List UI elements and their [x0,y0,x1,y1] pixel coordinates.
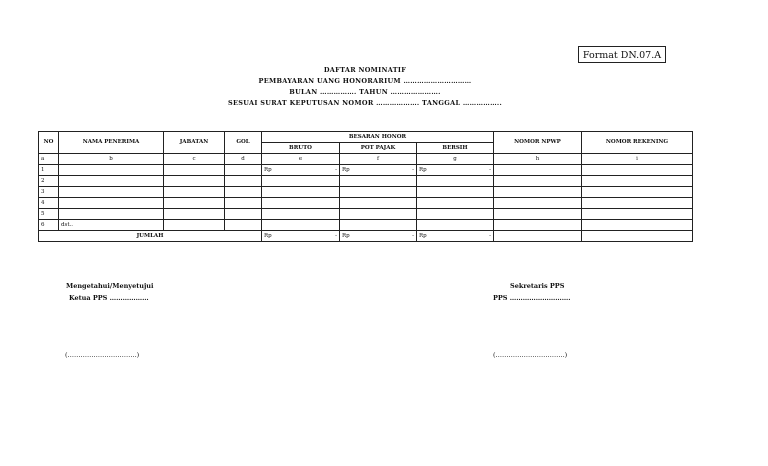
currency-label: Rp [264,166,272,173]
total-row [39,231,693,242]
left-signature-name: (…………………………..) [65,351,140,359]
header-nama-penerima: NAMA PENERIMA [59,132,164,154]
row-no: 5 [39,209,59,220]
table-row [39,176,693,187]
total-pot-pajak [340,231,417,242]
dash-value: - [335,166,337,173]
title-sk-nomor: SESUAI SURAT KEPUTUSAN NOMOR ………………. TANGGAL …………….. [227,99,503,107]
header-bersih: BERSIH [417,143,494,154]
letter-cell: h [494,154,582,165]
nominatif-table [38,131,693,242]
header-nomor-rekening: NOMOR REKENING [582,132,693,154]
total-bruto [262,231,340,242]
table-row [39,165,693,176]
header-nomor-npwp: NOMOR NPWP [494,132,582,154]
currency-label: Rp [342,232,350,239]
dash-value: - [335,232,337,239]
cell-nama [59,165,164,176]
right-signature-role: PPS ………………………. [493,294,571,302]
table-row [39,198,693,209]
cell-npwp [494,165,582,176]
header-pot-pajak: POT PAJAK [340,143,417,154]
letter-cell: g [417,154,494,165]
currency-label: Rp [419,232,427,239]
currency-label: Rp [419,166,427,173]
currency-label: Rp [342,166,350,173]
title-bulan-tahun: BULAN ……………. TAHUN …………………. [289,88,441,96]
table-row [39,220,693,231]
row-no: 2 [39,176,59,187]
cell-gol [225,165,262,176]
dash-value: - [489,166,491,173]
letter-cell: c [164,154,225,165]
table-row [39,187,693,198]
total-bersih [417,231,494,242]
header-besaran-honor: BESARAN HONOR [262,132,494,143]
dash-value: - [489,232,491,239]
header-no: NO [39,132,59,154]
total-label: JUMLAH [39,231,262,242]
cell-jabatan [164,165,225,176]
cell-rekening [582,165,693,176]
title-daftar-nominatif: DAFTAR NOMINATIF [323,66,407,74]
header-jabatan: JABATAN [164,132,225,154]
cell-pot-pajak [340,165,417,176]
currency-label: Rp [264,232,272,239]
letter-cell: b [59,154,164,165]
left-signature-role: Ketua PPS ……………… [69,294,149,302]
right-signature-title: Sekretaris PPS [510,282,565,290]
letter-cell: e [262,154,340,165]
letter-cell: d [225,154,262,165]
left-signature-title: Mengetahui/Menyetujui [66,282,154,290]
table-row [39,209,693,220]
letter-row [39,154,693,165]
header-gol: GOL [225,132,262,154]
letter-cell: f [340,154,417,165]
right-signature-name: (…………………………..) [493,351,568,359]
row-no: 1 [39,165,59,176]
row-no: 4 [39,198,59,209]
header-bruto: BRUTO [262,143,340,154]
cell-dst: dst.. [59,220,164,231]
format-label: Format DN.07.A [578,46,666,63]
dash-value: - [412,166,414,173]
cell-bersih [417,165,494,176]
title-pembayaran: PEMBAYARAN UANG HONORARIUM ………………………… [258,77,472,85]
dash-value: - [412,232,414,239]
row-no: 3 [39,187,59,198]
letter-cell: a [39,154,59,165]
letter-cell: i [582,154,693,165]
row-no: 6 [39,220,59,231]
cell-bruto [262,165,340,176]
